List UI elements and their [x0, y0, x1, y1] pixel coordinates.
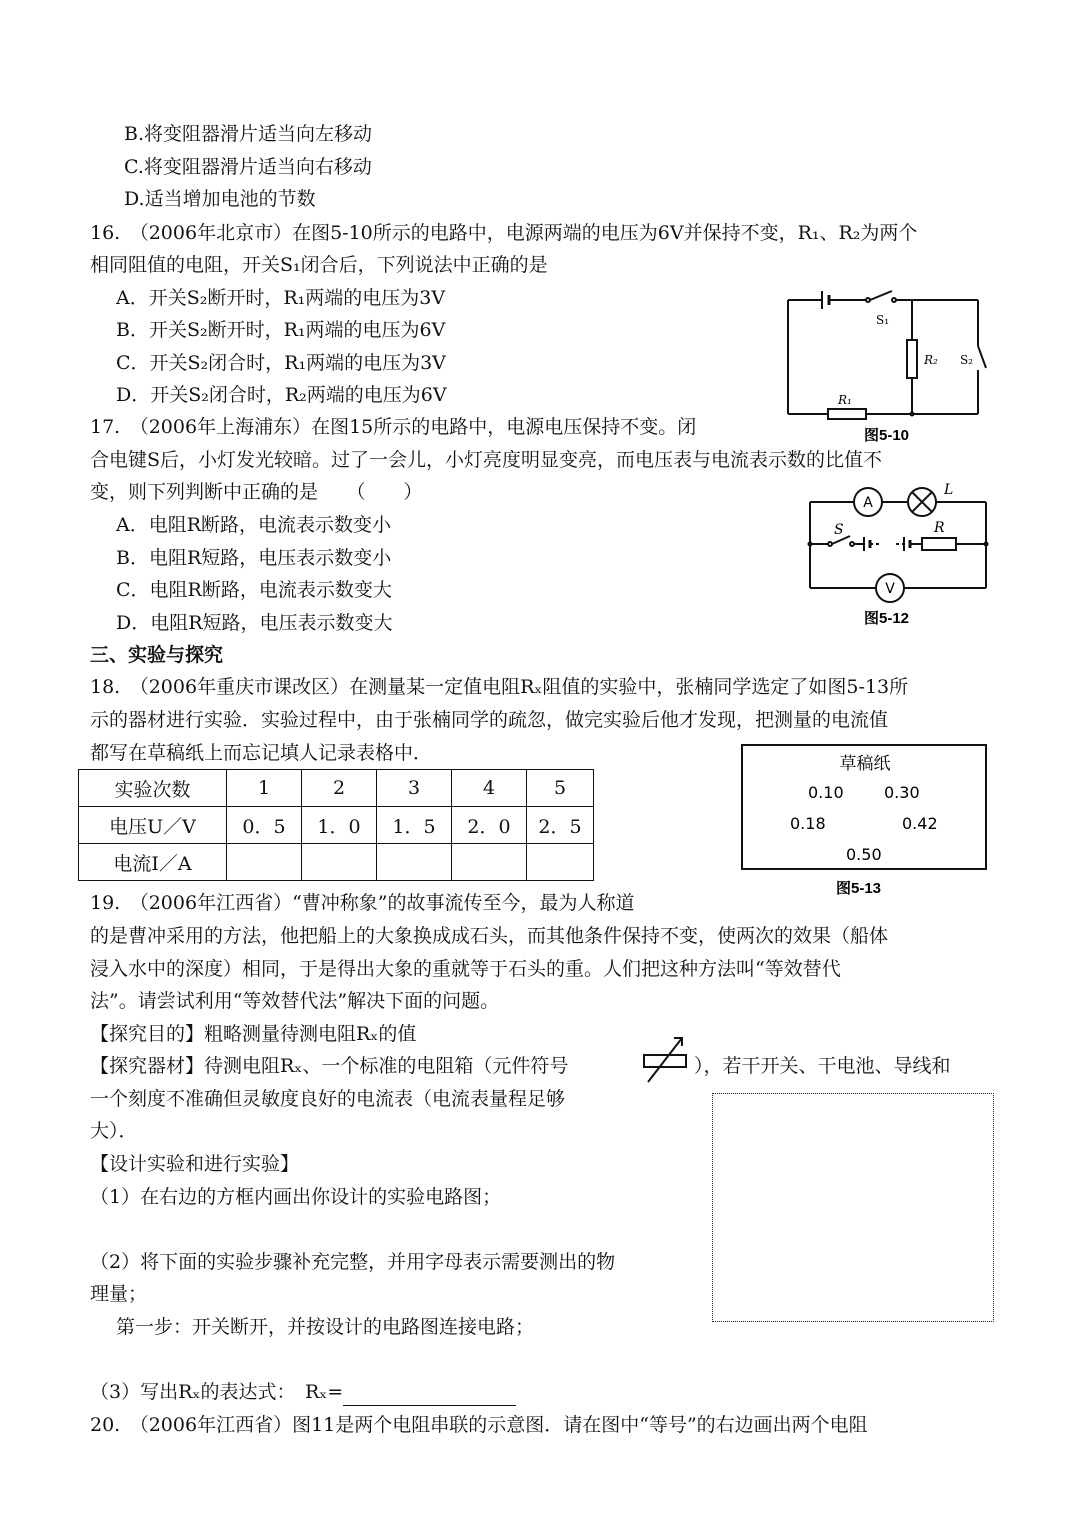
- table-cell[interactable]: [302, 844, 377, 881]
- q19-stem-line3: 浸入水中的深度）相同，于是得出大象的重就等于石头的重。人们把这种方法叫“等效替代: [90, 958, 841, 980]
- q19-stem-line2: 的是曹冲采用的方法，他把船上的大象换成成石头，而其他条件保持不变，使两次的效果（船体: [90, 925, 889, 947]
- label-resistor: R: [934, 520, 945, 536]
- q18-stem-line1: 18. （2006年重庆市课改区）在测量某一定值电阻Rₓ阻值的实验中，张楠同学选定了如图5-13所: [90, 676, 909, 698]
- q16-option-b: B．开关S₂断开时，R₁两端的电压为6V: [116, 319, 446, 341]
- label-r2: R₂: [924, 353, 938, 367]
- q17-option-c: C．电阻R断路，电流表示数变大: [116, 579, 392, 601]
- q19-stem-line4: 法”。请尝试利用“等效替代法”解决下面的问题。: [90, 990, 500, 1012]
- table-cell: 实验次数: [79, 770, 227, 807]
- q17-stem-line1: 17. （2006年上海浦东）在图15所示的电路中，电源电压保持不变。闭: [90, 416, 697, 438]
- table-cell: 2: [302, 770, 377, 807]
- q19-design-heading: 【设计实验和进行实验】: [90, 1153, 300, 1175]
- q18-stem-line2: 示的器材进行实验．实验过程中，由于张楠同学的疏忽，做完实验后他才发现，把测量的电流值: [90, 709, 889, 731]
- table-cell: 3: [377, 770, 452, 807]
- q19-step2-line2: 理量；: [90, 1283, 148, 1305]
- q19-stem-line1: 19. （2006年江西省）“曹冲称象”的故事流传至今，最为人称道: [90, 892, 635, 914]
- q17-stem-line3: 变，则下列判断中正确的是 （ ）: [90, 481, 423, 503]
- figure-caption-5-12: 图5-12: [864, 610, 910, 627]
- scratch-value: 0.10: [808, 783, 844, 802]
- voltmeter-icon: V: [885, 581, 895, 597]
- scratch-value: 0.50: [846, 845, 882, 864]
- figure-5-12-circuit: [800, 482, 996, 630]
- q19-step3-label: （3）写出Rₓ的表达式： Rₓ=: [90, 1381, 344, 1403]
- table-cell: 电压U／V: [79, 807, 227, 844]
- q17-stem-line2: 合电键S后，小灯发光较暗。过了一会儿，小灯亮度明显变亮，而电压表与电流表示数的比值不: [90, 449, 883, 471]
- table-row-voltage: [79, 807, 594, 844]
- q19-equipment-part1: 【探究器材】待测电阻Rₓ、一个标准的电阻箱（元件符号: [90, 1055, 569, 1077]
- q19-purpose: 【探究目的】粗略测量待测电阻Rₓ的值: [90, 1023, 417, 1045]
- scratch-value: 0.18: [790, 814, 826, 833]
- rx-answer-blank[interactable]: [343, 1385, 516, 1406]
- table-cell[interactable]: [527, 844, 594, 881]
- table-row-current: [79, 844, 594, 881]
- q17-option-d: D．电阻R短路，电压表示数变大: [116, 612, 393, 634]
- ammeter-icon: A: [863, 495, 873, 511]
- data-table: [78, 769, 594, 881]
- scratch-value: 0.30: [884, 783, 920, 802]
- q19-equipment-part2: ），若干开关、干电池、导线和: [694, 1055, 951, 1077]
- figure-5-10-circuit: [778, 290, 998, 446]
- resistance-box-symbol-icon: [640, 1034, 694, 1086]
- label-lamp: L: [944, 482, 954, 498]
- table-cell: 0．5: [227, 807, 302, 844]
- figure-caption-5-10: 图5-10: [864, 427, 910, 444]
- q15-option-c: C.将变阻器滑片适当向右移动: [124, 156, 372, 178]
- section-heading: 三、实验与探究: [90, 644, 224, 666]
- q15-option-d: D.适当增加电池的节数: [124, 188, 316, 210]
- scratch-paper-title: 草稿纸: [839, 754, 891, 774]
- q19-equipment-line3: 大）．: [90, 1120, 138, 1142]
- q16-stem-line2: 相同阻值的电阻，开关S₁闭合后，下列说法中正确的是: [90, 254, 548, 276]
- table-cell: 5: [527, 770, 594, 807]
- table-cell: 1．5: [377, 807, 452, 844]
- table-cell: 4: [452, 770, 527, 807]
- figure-5-13-scratch-paper: [738, 741, 992, 899]
- table-row-header: [79, 770, 594, 807]
- q19-equipment-line2: 一个刻度不准确但灵敏度良好的电流表（电流表量程足够: [90, 1088, 566, 1110]
- q16-option-d: D．开关S₂闭合时，R₂两端的电压为6V: [116, 384, 447, 406]
- figure-caption-5-13: 图5-13: [836, 880, 882, 897]
- table-cell: 2．5: [527, 807, 594, 844]
- q16-stem-line1: 16. （2006年北京市）在图5-10所示的电路中，电源两端的电压为6V并保持不变，R₁、R₂为两个: [90, 222, 918, 244]
- table-cell[interactable]: [452, 844, 527, 881]
- q18-stem-line3: 都写在草稿纸上而忘记填人记录表格中．: [90, 742, 433, 764]
- q19-step3: [90, 1378, 516, 1406]
- q16-option-a: A．开关S₂断开时，R₁两端的电压为3V: [116, 287, 446, 309]
- q17-option-a: A．电阻R断路，电流表示数变小: [116, 514, 392, 536]
- q15-option-b: B.将变阻器滑片适当向左移动: [124, 123, 373, 145]
- q17-option-b: B．电阻R短路，电压表示数变小: [116, 547, 392, 569]
- q19-first-step: 第一步：开关断开，并按设计的电路图连接电路；: [116, 1316, 535, 1338]
- label-r1: R₁: [838, 393, 852, 407]
- table-cell: 2．0: [452, 807, 527, 844]
- table-cell: 1: [227, 770, 302, 807]
- q19-step1: （1）在右边的方框内画出你设计的实验电路图；: [90, 1186, 502, 1208]
- circuit-drawing-box[interactable]: [712, 1093, 994, 1322]
- table-cell[interactable]: [227, 844, 302, 881]
- table-cell: 电流I／A: [79, 844, 227, 881]
- q16-option-c: C．开关S₂闭合时，R₁两端的电压为3V: [116, 352, 446, 374]
- label-switch: S: [834, 522, 844, 538]
- q19-step2-line1: （2）将下面的实验步骤补充完整，并用字母表示需要测出的物: [90, 1251, 616, 1273]
- scratch-value: 0.42: [902, 814, 938, 833]
- label-s1: S₁: [876, 313, 890, 327]
- label-s2: S₂: [960, 353, 974, 367]
- table-cell: 1．0: [302, 807, 377, 844]
- table-cell[interactable]: [377, 844, 452, 881]
- q20-stem-line1: 20. （2006年江西省）图11是两个电阻串联的示意图．请在图中“等号”的右边画出两个电阻: [90, 1414, 868, 1436]
